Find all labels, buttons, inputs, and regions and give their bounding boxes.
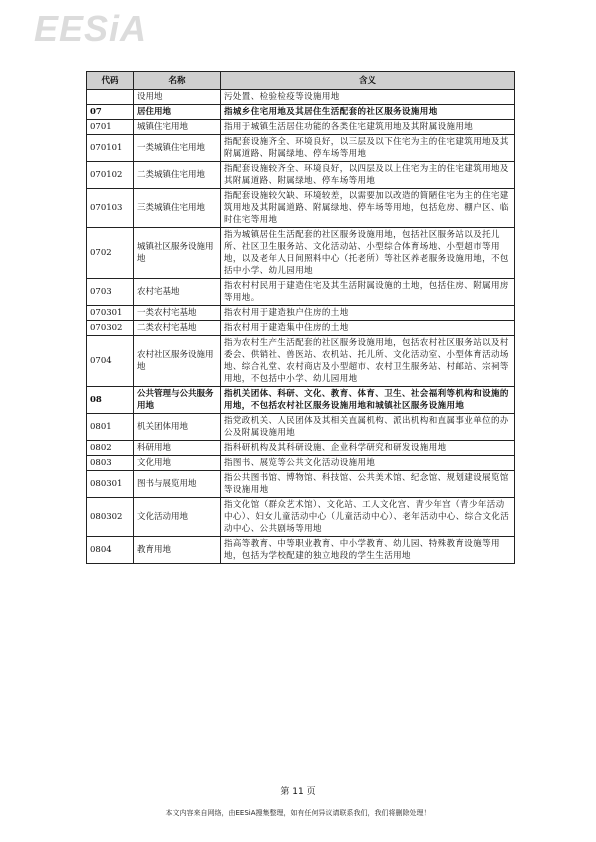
row-code: 0802: [87, 441, 134, 456]
row-name: 城镇社区服务设施用地: [134, 228, 221, 279]
table-row: [87, 90, 515, 105]
row-meaning: 指城乡住宅用地及其居住生活配套的社区服务设施用地: [221, 105, 515, 120]
table-row: [87, 441, 515, 456]
row-code: 0703: [87, 279, 134, 306]
row-meaning: 指文化馆（群众艺术馆）、文化站、工人文化宫、青少年宫（青少年活动中心）、妇女儿童活动中心（儿童活动中心）、老年活动中心、综合文化活动中心、公共剧场等用地: [221, 498, 515, 537]
row-code: 0801: [87, 414, 134, 441]
table-row: [87, 471, 515, 498]
row-meaning: 指用于城镇生活居住功能的各类住宅建筑用地及其附属设施用地: [221, 120, 515, 135]
row-meaning: 指公共图书馆、博物馆、科技馆、公共美术馆、纪念馆、规划建设展览馆等设施用地: [221, 471, 515, 498]
header-meaning: 含义: [221, 72, 515, 90]
row-meaning: 指科研机构及其科研设施、企业科学研究和研发设施用地: [221, 441, 515, 456]
row-code: 08: [87, 387, 134, 414]
table-row: [87, 336, 515, 387]
row-name: 机关团体用地: [134, 414, 221, 441]
row-name: 三类城镇住宅用地: [134, 189, 221, 228]
table-row: [87, 162, 515, 189]
page-number: 第 11 页: [280, 787, 316, 797]
row-name: 科研用地: [134, 441, 221, 456]
header-name: 名称: [134, 72, 221, 90]
table-row: [87, 456, 515, 471]
row-meaning: 指农村村民用于建造住宅及其生活附属设施的土地，包括住房、附属用房等用地。: [221, 279, 515, 306]
table-row: [87, 498, 515, 537]
row-code: 070101: [87, 135, 134, 162]
row-meaning: 指为农村生产生活配套的社区服务设施用地，包括农村社区服务站以及村委会、供销社、兽医站、农机站、托儿所、文化活动室、小型体育活动场地、综合礼堂、农村商店及小型超市、农村卫生服务站、村邮站、宗祠等用地，不包括中小学、幼儿园用地: [221, 336, 515, 387]
row-meaning: 指配套设施较齐全、环境良好，以四层及以上住宅为主的住宅建筑用地及其附属道路、附属绿地、停车场等用地: [221, 162, 515, 189]
row-meaning: 指机关团体、科研、文化、教育、体育、卫生、社会福利等机构和设施的用地，不包括农村社区服务设施用地和城镇社区服务设施用地: [221, 387, 515, 414]
row-code: 0804: [87, 537, 134, 564]
table-row: [87, 189, 515, 228]
row-meaning: 指配套设施较欠缺、环境较差，以需要加以改造的简陋住宅为主的住宅建筑用地及其附属道路、附属绿地、停车场等用地，包括危房、棚户区、临时住宅等用地: [221, 189, 515, 228]
row-code: 07: [87, 105, 134, 120]
row-code: [87, 90, 134, 105]
row-name: 一类城镇住宅用地: [134, 135, 221, 162]
row-name: 城镇住宅用地: [134, 120, 221, 135]
table-row: [87, 414, 515, 441]
eesia-logo: EESiA: [34, 8, 148, 49]
row-meaning: 指为城镇居住生活配套的社区服务设施用地，包括社区服务站以及托儿所、社区卫生服务站、文化活动站、小型综合体育场地、小型超市等用地，以及老年人日间照料中心（托老所）等社区养老服务设施用地，不包括中小学、幼儿园用地: [221, 228, 515, 279]
land-use-classification-table: [86, 71, 515, 564]
row-meaning: 指配套设施齐全、环境良好，以三层及以下住宅为主的住宅建筑用地及其附属道路、附属绿地、停车场等用地: [221, 135, 515, 162]
row-code: 070102: [87, 162, 134, 189]
table-row: [87, 135, 515, 162]
row-meaning: 指农村用于建造集中住房的土地: [221, 321, 515, 336]
row-code: 080301: [87, 471, 134, 498]
row-meaning: 指高等教育、中等职业教育、中小学教育、幼儿园、特殊教育设施等用地，包括为学校配建的独立地段的学生生活用地: [221, 537, 515, 564]
header-code: 代码: [87, 72, 134, 90]
table-row: [87, 321, 515, 336]
row-name: 图书与展览用地: [134, 471, 221, 498]
row-name: 教育用地: [134, 537, 221, 564]
row-name: 农村社区服务设施用地: [134, 336, 221, 387]
row-name: 设用地: [134, 90, 221, 105]
row-meaning: 污处置、检验检疫等设施用地: [221, 90, 515, 105]
row-name: 农村宅基地: [134, 279, 221, 306]
row-code: 0701: [87, 120, 134, 135]
row-code: 0702: [87, 228, 134, 279]
row-code: 070301: [87, 306, 134, 321]
row-name: 公共管理与公共服务用地: [134, 387, 221, 414]
row-name: 文化用地: [134, 456, 221, 471]
row-code: 070302: [87, 321, 134, 336]
row-code: 0803: [87, 456, 134, 471]
table-row: [87, 120, 515, 135]
row-name: 二类农村宅基地: [134, 321, 221, 336]
row-meaning: 指农村用于建造独户住房的土地: [221, 306, 515, 321]
table-row: [87, 537, 515, 564]
row-code: 070103: [87, 189, 134, 228]
table-row: [87, 228, 515, 279]
table-body: [87, 90, 515, 564]
row-meaning: 指图书、展览等公共文化活动设施用地: [221, 456, 515, 471]
row-code: 0704: [87, 336, 134, 387]
row-name: 文化活动用地: [134, 498, 221, 537]
table-row: [87, 306, 515, 321]
table-row: [87, 387, 515, 414]
row-code: 080302: [87, 498, 134, 537]
table-row: [87, 279, 515, 306]
footer-note: 本文内容来自网络，由EESiA搜集整理，如有任何异议请联系我们，我们将删除处理！: [165, 809, 431, 817]
row-name: 一类农村宅基地: [134, 306, 221, 321]
row-meaning: 指党政机关、人民团体及其相关直属机构、派出机构和直属事业单位的办公及附属设施用地: [221, 414, 515, 441]
row-name: 居住用地: [134, 105, 221, 120]
table-header-row: [87, 72, 515, 90]
table-row: [87, 105, 515, 120]
row-name: 二类城镇住宅用地: [134, 162, 221, 189]
